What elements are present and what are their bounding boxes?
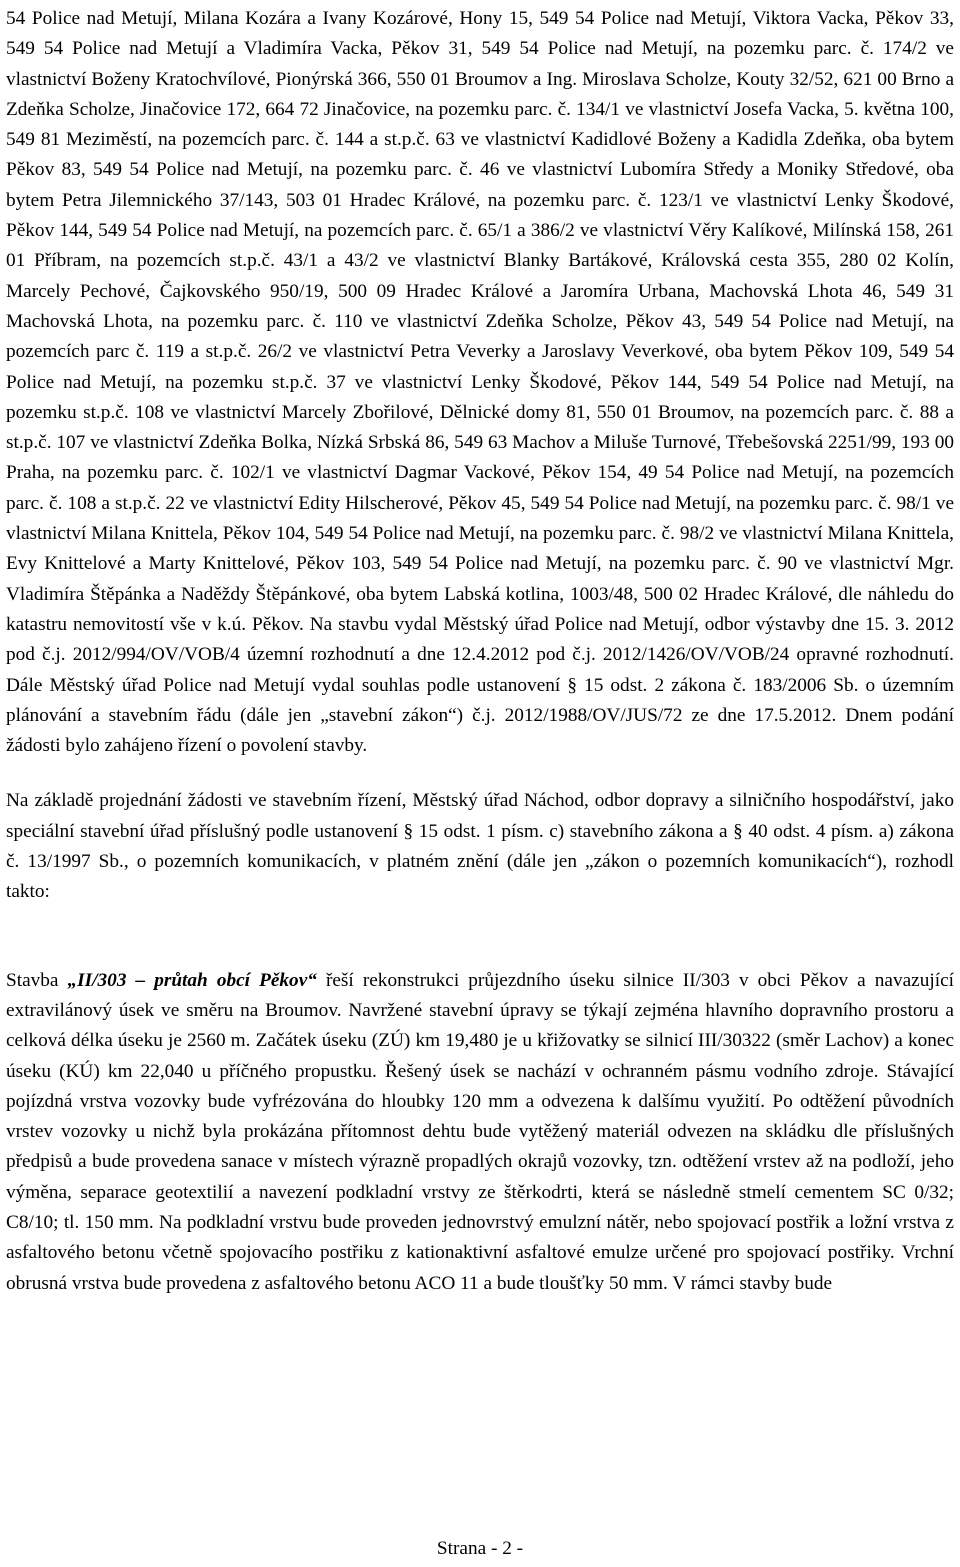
document-page	[6, 4, 954, 1299]
paragraph-construction	[6, 966, 954, 1299]
construction-title: „II/303 – průtah obcí Pěkov“	[67, 969, 317, 991]
lead-text: Stavba	[6, 969, 68, 991]
paragraph-decision: Na základě projednání žádosti ve stavebním řízení, Městský úřad Náchod, odbor dopravy a silničního hospodářství, jako speciální stavební úřad příslušný podle ustanovení § 15 odst. 1 písm. c) stavebního zákona a § 40 odst. 4 písm. a) zákona č. 13/1997 Sb., o pozemních komunikacích, v platném znění (dále jen „zákon o pozemních komunikacích“), rozhodl takto:	[6, 790, 954, 903]
paragraph-gap	[6, 761, 954, 786]
construction-description: řeší rekonstrukci průjezdního úseku silnice II/303 v obci Pěkov a navazující extravilánový úsek ve směru na Broumov. Navržené stavební úpravy se týkají zejména hlavního dopravního prostoru a celková délka úseku je 2560 m. Začátek úseku (ZÚ) km 19,480 je u křižovatky se silnicí III/30322 (směr Lachov) a konec úseku (KÚ) km 22,040 u příčného propustku. Řešený úsek se nachází v ochranném pásmu vodního zdroje. Stávající pojízdná vrstva vozovky bude vyfrézována do hloubky 120 mm a odvezena k dalšímu využití. Po odtěžení původních vrstev vozovky u nichž byla prokázána přítomnost dehtu bude vytěžený materiál odvezen na skládku dle příslušných předpisů a bude provedena sanace v místech výrazně propadlých okrajů vozovky, tzn. odtěžení vrstev až na podloží, jeho výměna, separace geotextilií a navezení podkladní vrstvy ze štěrkodrti, která se následně stmelí cementem SC 0/32; C8/10; tl. 150 mm. Na podkladní vrstvu bude proveden jednovrstvý emulzní nátěr, nebo spojovací postřik a ložní vrstva z asfaltového betonu včetně spojovacího postřiku z kationaktivní asfaltové emulze určené pro spojovací postřiky. Vrchní obrusná vrstva bude provedena z asfaltového betonu ACO 11 a bude tloušťky 50 mm. V rámci stavby bude	[6, 969, 954, 1294]
page-footer: Strana - 2 -	[436, 1538, 524, 1559]
paragraph-gap	[6, 908, 954, 966]
paragraph-owners: 54 Police nad Metují, Milana Kozára a Ivany Kozárové, Hony 15, 549 54 Police nad Metují, Viktora Vacka, Pěkov 33, 549 54 Police nad Metují a Vladimíra Vacka, Pěkov 31, 549 54 Police nad Metují, na pozemku parc. č. 174/2 ve vlastnictví Boženy Kratochvílové, Pionýrská 366, 550 01 Broumov a Ing. Miroslava Scholze, Kouty 32/52, 621 00 Brno a Zdeňka Scholze, Jinačovice 172, 664 72 Jinačovice, na pozemku parc. č. 134/1 ve vlastnictví Josefa Vacka, 5. května 100, 549 81 Meziměstí, na pozemcích parc. č. 144 a st.p.č. 63 ve vlastnictví Kadidlové Boženy a Kadidla Zdeňka, oba bytem Pěkov 83, 549 54 Police nad Metují, na pozemku parc. č. 46 ve vlastnictví Lubomíra Středy a Moniky Středové, oba bytem Petra Jilemnického 37/143, 503 01 Hradec Králové, na pozemku parc. č. 123/1 ve vlastnictví Lenky Škodové, Pěkov 144, 549 54 Police nad Metují, na pozemcích parc. č. 65/1 a 386/2 ve vlastnictví Věry Kalíkové, Milínská 158, 261 01 Příbram, na pozemcích st.p.č. 43/1 a 43/2 ve vlastnictví Blanky Bartákové, Královská cesta 355, 280 02 Kolín, Marcely Pechové, Čajkovského 950/19, 500 09 Hradec Králové a Jaromíra Urbana, Machovská Lhota 46, 549 31 Machovská Lhota, na pozemku parc. č. 110 ve vlastnictví Zdeňka Scholze, Pěkov 43, 549 54 Police nad Metují, na pozemcích parc č. 119 a st.p.č. 26/2 ve vlastnictví Petra Veverky a Jaroslavy Veverkové, oba bytem Pěkov 109, 549 54 Police nad Metují, na pozemku st.p.č. 37 ve vlastnictví Lenky Škodové, Pěkov 144, 549 54 Police nad Metují, na pozemku st.p.č. 108 ve vlastnictví Marcely Zbořilové, Dělnické domy 81, 550 01 Broumov, na pozemcích parc. č. 88 a st.p.č. 107 ve vlastnictví Zdeňka Bolka, Nízká Srbská 86, 549 63 Machov a Miluše Turnové, Třebešovská 2251/99, 193 00 Praha, na pozemku parc. č. 102/1 ve vlastnictví Dagmar Vackové, Pěkov 154, 49 54 Police nad Metují, na pozemcích parc. č. 108 a st.p.č. 22 ve vlastnictví Edity Hilscherové, Pěkov 45, 549 54 Police nad Metují, na pozemku parc. č. 98/1 ve vlastnictví Milana Knittela, Pěkov 104, 549 54 Police nad Metují, na pozemku parc. č. 98/2 ve vlastnictví Milana Knittela, Evy Knittelové a Marty Knittelové, Pěkov 103, 549 54 Police nad Metují, na pozemku parc. č. 90 ve vlastnictví Mgr. Vladimíra Štěpánka a Naděždy Štěpánkové, oba bytem Labská kotlina, 1003/48, 500 02 Hradec Králové, dle náhledu do katastru nemovitostí vše v k.ú. Pěkov. Na stavbu vydal Městský úřad Police nad Metují, odbor výstavby dne 15. 3. 2012 pod č.j. 2012/994/OV/VOB/4 územní rozhodnutí a dne 12.4.2012 pod č.j. 2012/1426/OV/VOB/24 opravné rozhodnutí. Dále Městský úřad Police nad Metují vydal souhlas podle ustanovení § 15 odst. 2 zákona č. 183/2006 Sb. o územním plánování a stavebním řádu (dále jen „stavební zákon“) č.j. 2012/1988/OV/JUS/72 ze dne 17.5.2012. Dnem podání žádosti bylo zahájeno řízení o povolení stavby.	[6, 8, 954, 757]
